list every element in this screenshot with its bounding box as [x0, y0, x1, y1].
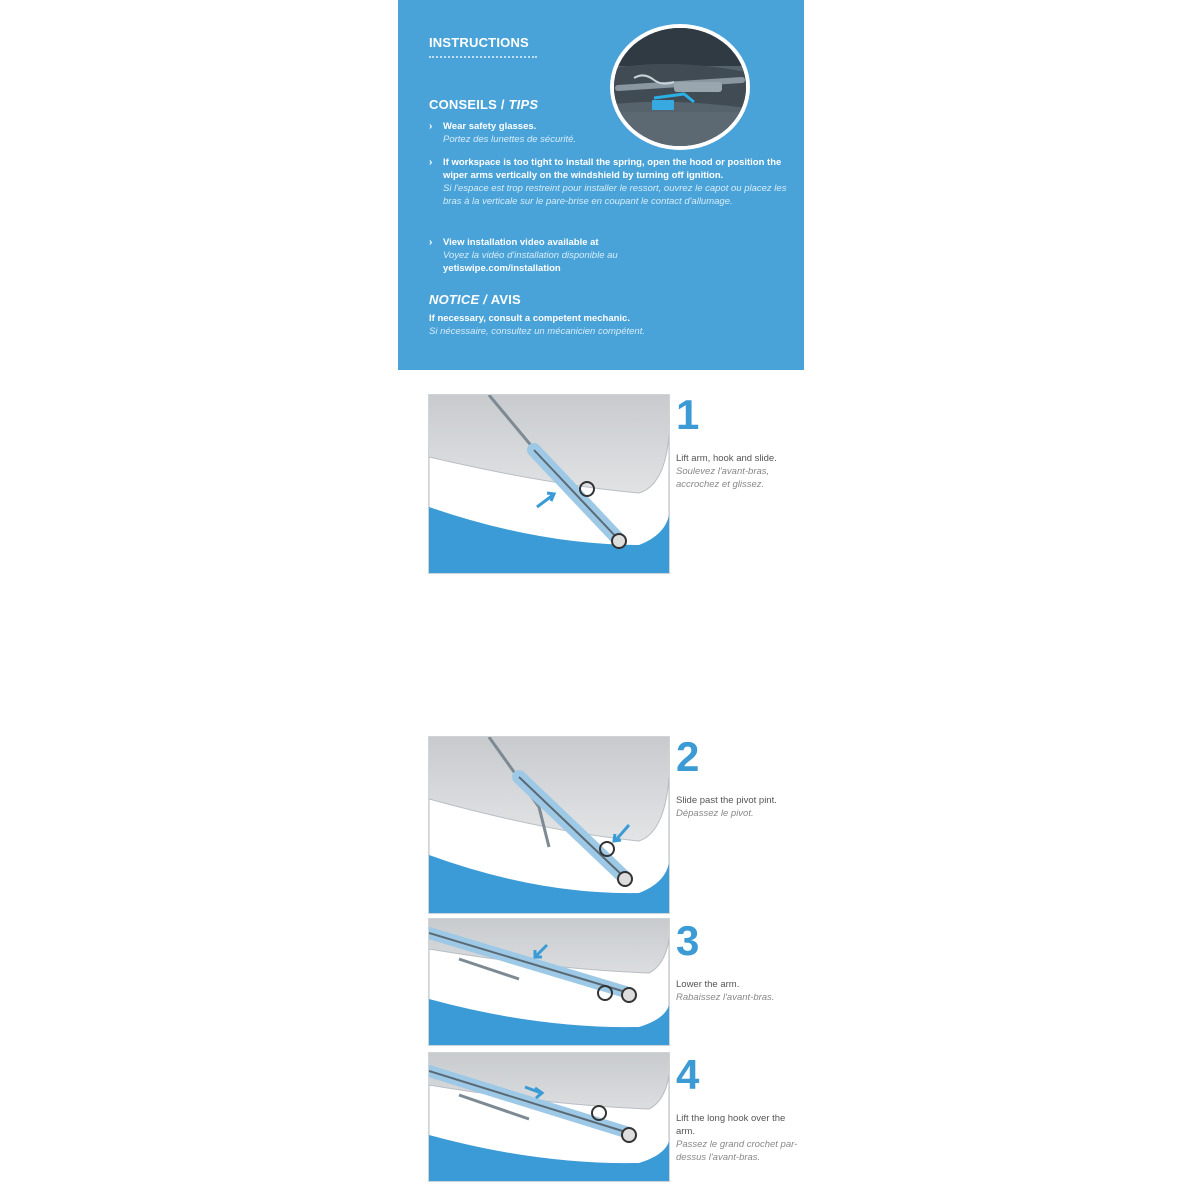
title-underline: [429, 56, 537, 58]
step-4-illustration: [428, 1052, 670, 1182]
step-text: [676, 978, 806, 1004]
step-en: Slide past the pivot pint.: [676, 795, 777, 806]
tips-heading-fr: CONSEILS /: [429, 97, 509, 112]
chevron-right-icon: ›: [429, 237, 433, 248]
notice-text: [429, 312, 645, 338]
step-1-illustration: [428, 394, 670, 574]
tip-fr: Portez des lunettes de sécurité.: [443, 134, 577, 145]
step-en: Lower the arm.: [676, 979, 740, 990]
notice-en: If necessary, consult a competent mechanic.: [429, 313, 630, 324]
step-text: [676, 452, 806, 491]
tips-heading: [429, 97, 538, 112]
chevron-right-icon: ›: [429, 157, 433, 168]
step-en: Lift arm, hook and slide.: [676, 453, 777, 464]
step-3-illustration: [428, 918, 670, 1046]
notice-heading-en: NOTICE /: [429, 292, 491, 307]
step-text: [676, 794, 806, 820]
chevron-right-icon: ›: [429, 121, 433, 132]
step-fr: Soulevez l'avant-bras, accrochez et glissez.: [676, 466, 770, 490]
notice-fr: Si nécessaire, consultez un mécanicien compétent.: [429, 326, 645, 337]
step-en: Lift the long hook over the arm.: [676, 1113, 786, 1137]
tip-en: If workspace is too tight to install the spring, open the hood or position the wiper arms vertically on the windshield by turning off ignition.: [443, 157, 782, 181]
tip-item: [429, 120, 789, 146]
notice-heading: [429, 292, 521, 307]
tips-heading-en: TIPS: [508, 97, 539, 112]
tip-en: View installation video available at: [443, 237, 599, 248]
tip-en: Wear safety glasses.: [443, 121, 537, 132]
notice-heading-fr: AVIS: [490, 292, 521, 307]
tip-item: [429, 156, 789, 208]
step-fr: Passez le grand crochet par-dessus l'avant-bras.: [676, 1139, 798, 1163]
tip-fr: Si l'espace est trop restreint pour installer le ressort, ouvrez le capot ou placez les bras à la verticale sur le pare-brise en coupant le contact d'allumage.: [443, 183, 787, 207]
step-number: 4: [676, 1051, 700, 1098]
tip-item: [429, 236, 789, 275]
installation-url[interactable]: yetiswipe.com/installation: [443, 263, 561, 274]
step-number: 2: [676, 733, 700, 780]
instructions-panel: [398, 0, 804, 370]
step-fr: Dépassez le pivot.: [676, 808, 754, 819]
step-number: 1: [676, 391, 700, 438]
step-text: [676, 1112, 806, 1164]
step-fr: Rabaissez l'avant-bras.: [676, 992, 775, 1003]
tip-fr: Voyez la vidéo d'installation disponible au: [443, 250, 618, 261]
instructions-title: INSTRUCTIONS: [429, 35, 529, 50]
step-number: 3: [676, 917, 700, 964]
step-2-illustration: [428, 736, 670, 914]
